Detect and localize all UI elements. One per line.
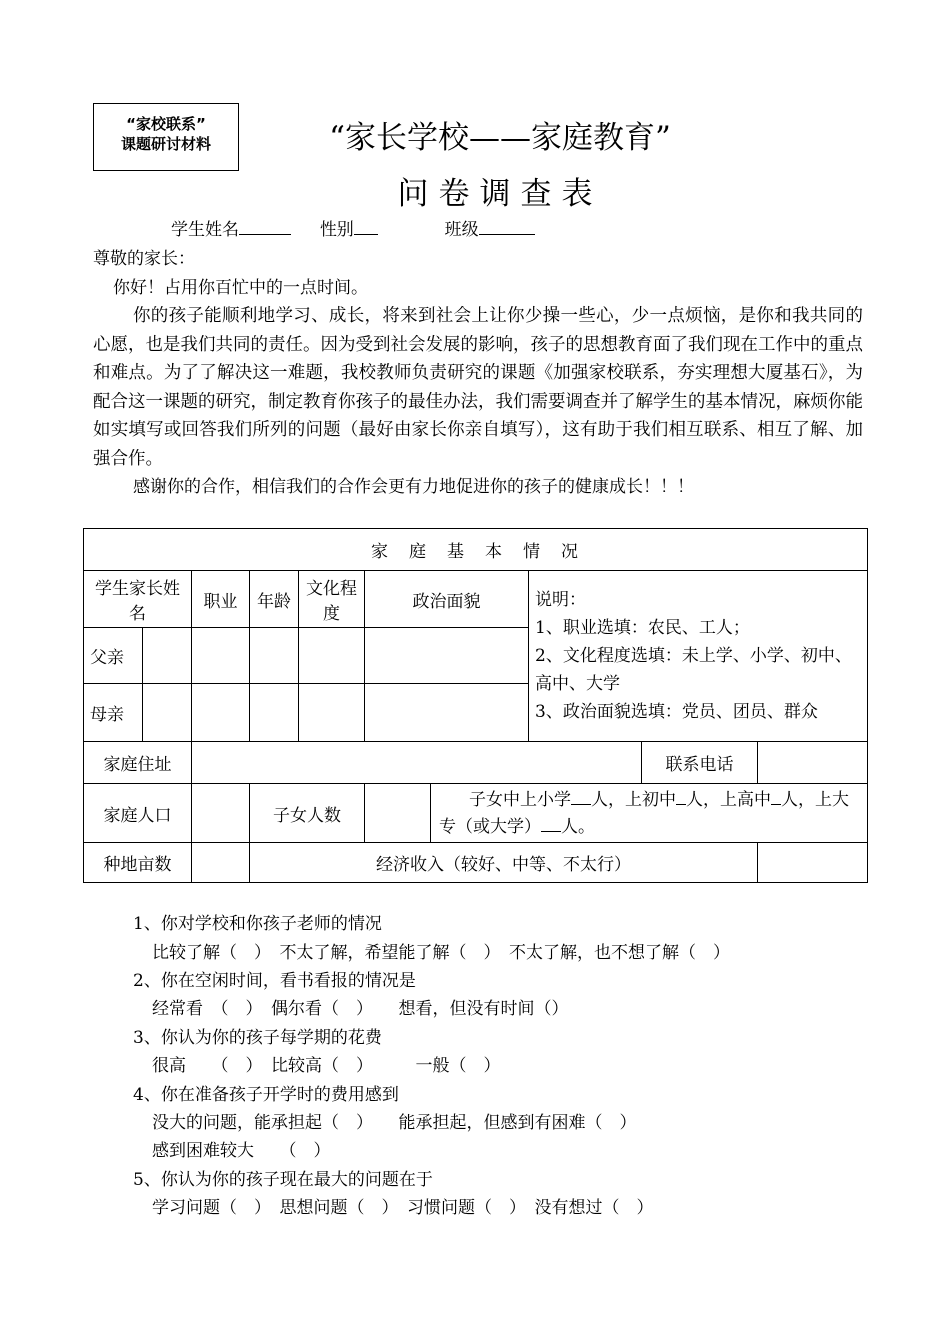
- address-label: 家庭住址: [84, 742, 192, 784]
- salutation: 尊敬的家长：: [93, 249, 195, 269]
- col-parent-name: 学生家长姓名: [84, 571, 192, 628]
- row-mother: 母亲: [84, 684, 143, 742]
- gender-label: 性别: [319, 220, 354, 240]
- note-2: 2、文化程度选填：未上学、小学、初中、高中、大学: [535, 646, 852, 694]
- gender-blank[interactable]: [354, 216, 378, 235]
- col-education: 文化程度: [299, 571, 365, 628]
- greeting: 你好！占用你百忙中的一点时间。: [113, 278, 368, 298]
- student-info-line: [171, 216, 535, 245]
- question-3-options[interactable]: 很高 （ ） 比较高（ ） 一般（ ）: [152, 1056, 501, 1076]
- row-father: 父亲: [84, 628, 143, 684]
- father-political-cell[interactable]: [365, 628, 529, 684]
- mother-political-cell[interactable]: [365, 684, 529, 742]
- table-heading: 家 庭 基 本 情 况: [84, 529, 868, 571]
- phone-label: 联系电话: [642, 742, 758, 784]
- stamp-line-1: “家校联系”: [126, 115, 206, 133]
- letter-thanks: 感谢你的合作，相信我们的合作会更有力地促进你的孩子的健康成长！！！: [133, 477, 694, 497]
- children-detail: 子女中上小学 人，上初中 人，上高中 人，上大专（或大学） 人。: [431, 784, 868, 843]
- question-4-options-b[interactable]: 感到困难较大 （ ）: [152, 1141, 331, 1161]
- father-name-cell[interactable]: [143, 628, 192, 684]
- question-1-options[interactable]: 比较了解（ ） 不太了解，希望能了解（ ） 不太了解，也不想了解（ ）: [152, 943, 730, 963]
- question-4: 4、你在准备孩子开学时的费用感到: [133, 1085, 399, 1105]
- mother-age-cell[interactable]: [250, 684, 299, 742]
- father-education-cell[interactable]: [299, 628, 365, 684]
- address-cell[interactable]: [192, 742, 642, 784]
- farmland-cell[interactable]: [192, 843, 250, 883]
- family-info-table: [83, 528, 868, 883]
- college-count-blank[interactable]: [541, 813, 561, 832]
- col-age: 年龄: [250, 571, 299, 628]
- student-name-blank[interactable]: [239, 216, 291, 235]
- mother-education-cell[interactable]: [299, 684, 365, 742]
- children-cell[interactable]: [365, 784, 431, 843]
- student-name-label: 学生姓名: [171, 220, 239, 240]
- father-job-cell[interactable]: [192, 628, 250, 684]
- question-4-options-a[interactable]: 没大的问题，能承担起（ ） 能承担起，但感到有困难（ ）: [152, 1113, 637, 1133]
- primary-count-blank[interactable]: [571, 786, 591, 805]
- mother-name-cell[interactable]: [143, 684, 192, 742]
- stamp-line-2: 课题研讨材料: [120, 135, 211, 153]
- col-political: 政治面貌: [365, 571, 529, 628]
- col-job: 职业: [192, 571, 250, 628]
- table-notes: [529, 571, 868, 742]
- note-title: 说明：: [535, 590, 586, 610]
- topic-stamp: [93, 103, 239, 171]
- letter-body: 你的孩子能顺利地学习、成长，将来到社会上让你少操一些心，少一点烦恼，是你和我共同的心愿，也是我们共同的责任。因为受到社会发展的影响，孩子的思想教育面了我们现在工作中的重点和难点。为了了解决这一难题，我校教师负责研究的课题《加强家校联系，夯实理想大厦基石》，为配合这一课题的研究，制定教育你孩子的最佳办法，我们需要调查并了解学生的基本情况，麻烦你能如实填写或回答我们所列的问题（最好由家长你亲自填写），这有助于我们相互联系、相互了解、加强合作。: [93, 306, 863, 469]
- junior-count-blank[interactable]: [676, 786, 686, 805]
- population-label: 家庭人口: [84, 784, 192, 843]
- question-3: 3、你认为你的孩子每学期的花费: [133, 1028, 382, 1048]
- population-cell[interactable]: [192, 784, 250, 843]
- page-title: “家长学校——家庭教育”: [329, 120, 671, 156]
- income-label: 经济收入（较好、中等、不太行）: [250, 843, 758, 883]
- mother-job-cell[interactable]: [192, 684, 250, 742]
- children-label: 子女人数: [250, 784, 365, 843]
- question-2-options[interactable]: 经常看 （ ） 偶尔看（ ） 想看，但没有时间（）: [152, 999, 569, 1019]
- page-subtitle: 问卷调查表: [397, 176, 603, 212]
- question-5-options[interactable]: 学习问题（ ） 思想问题（ ） 习惯问题（ ） 没有想过（ ）: [152, 1198, 654, 1218]
- class-label: 班级: [444, 220, 479, 240]
- note-3: 3、政治面貌选填：党员、团员、群众: [535, 702, 818, 722]
- father-age-cell[interactable]: [250, 628, 299, 684]
- phone-cell[interactable]: [758, 742, 868, 784]
- question-2: 2、你在空闲时间，看书看报的情况是: [133, 971, 416, 991]
- class-blank[interactable]: [479, 216, 535, 235]
- note-1: 1、职业选填：农民、工人；: [535, 618, 750, 638]
- farmland-label: 种地亩数: [84, 843, 192, 883]
- question-5: 5、你认为你的孩子现在最大的问题在于: [133, 1170, 433, 1190]
- income-cell[interactable]: [758, 843, 868, 883]
- question-1: 1、你对学校和你孩子老师的情况: [133, 914, 382, 934]
- senior-count-blank[interactable]: [771, 786, 781, 805]
